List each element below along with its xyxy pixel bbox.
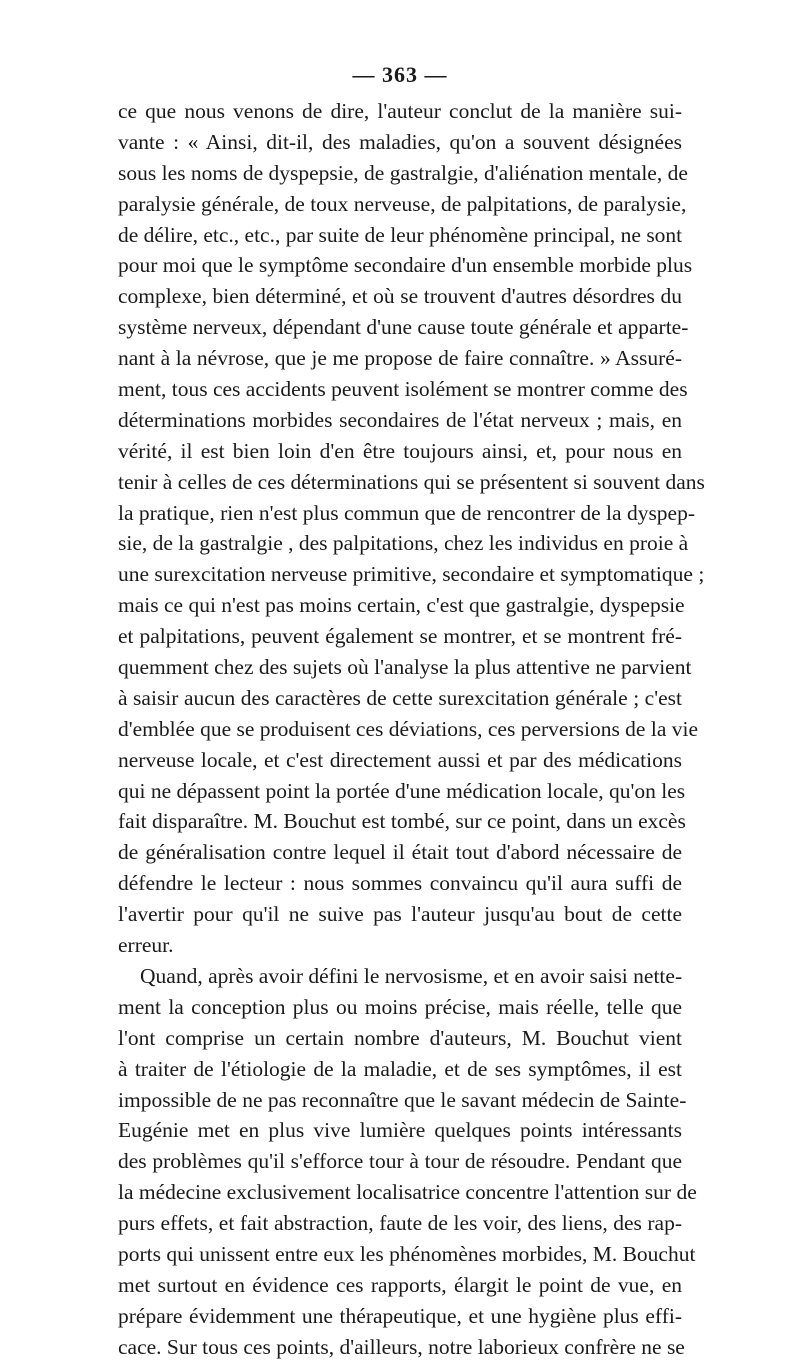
text-line: ce que nous venons de dire, l'auteur conclut de la manière sui- [118,99,682,123]
text-line: Quand, après avoir défini le nervosisme, et en avoir saisi nette- [140,963,683,988]
text-line: des problèmes qu'il s'efforce tour à tour de résoudre. Pendant que [118,1149,682,1174]
text-line: et palpitations, peuvent également se montrer, et se montrent fré- [118,624,682,649]
text-line: l'ont comprise un certain nombre d'auteurs, M. Bouchut vient [118,1025,682,1050]
text-line: l'avertir pour qu'il ne suive pas l'auteur jusqu'au bout de cette [118,902,682,927]
text-line: prépare évidemment une thérapeutique, et une hygiène plus effi- [118,1303,682,1328]
text-line: sous les noms de dyspepsie, de gastralgie, d'aliénation mentale, de [118,160,688,185]
text-line: vante : « Ainsi, dit-il, des maladies, qu'on a souvent désignées [118,129,682,154]
text-line: complexe, bien déterminé, et où se trouvent d'autres désordres du [118,284,682,309]
text-line: quemment chez des sujets où l'analyse la plus attentive ne parvient [118,655,692,680]
text-line: à saisir aucun des caractères de cette surexcitation générale ; c'est [118,685,682,710]
text-line: nerveuse locale, et c'est directement aussi et par des médications [118,747,682,772]
text-line: fait disparaître. M. Bouchut est tombé, sur ce point, dans un excès [118,809,686,834]
text-line: défendre le lecteur : nous sommes convaincu qu'il aura suffi de [118,871,682,896]
text-line: déterminations morbides secondaires de l'état nerveux ; mais, en [118,407,682,432]
body-text [118,96,705,1363]
text-line: paralysie générale, de toux nerveuse, de palpitations, de paralysie, [118,191,687,216]
text-line: d'emblée que se produisent ces déviations, ces perversions de la vie [118,716,699,741]
text-line: pour moi que le symptôme secondaire d'un ensemble morbide plus [118,253,693,278]
text-line: une surexcitation nerveuse primitive, secondaire et symptomatique ; [118,562,705,587]
text-line: nant à la névrose, que je me propose de faire connaître. » Assuré- [118,346,682,371]
text-line: impossible de ne pas reconnaître que le savant médecin de Sainte- [118,1087,687,1112]
text-line: de généralisation contre lequel il était tout d'abord nécessaire de [118,840,682,865]
text-line: ports qui unissent entre eux les phénomènes morbides, M. Bouchut [118,1241,696,1266]
text-line: à traiter de l'étiologie de la maladie, et de ses symptômes, il est [118,1056,682,1081]
text-line: erreur. [118,933,174,958]
text-line: la pratique, rien n'est plus commun que de rencontrer de la dyspep- [118,500,696,525]
text-line: de délire, etc., etc., par suite de leur phénomène principal, ne sont [118,222,683,247]
text-line: met surtout en évidence ces rapports, élargit le point de vue, en [118,1272,682,1297]
text-line: cace. Sur tous ces points, d'ailleurs, notre laborieux confrère ne se [118,1334,685,1359]
text-line: Eugénie met en plus vive lumière quelques points intéressants [118,1118,682,1143]
text-line: purs effets, et fait abstraction, faute de les voir, des liens, des rap- [118,1211,682,1236]
text-line: la médecine exclusivement localisatrice concentre l'attention sur de [118,1180,697,1205]
text-line: système nerveux, dépendant d'une cause toute générale et apparte- [118,315,689,340]
text-line: tenir à celles de ces déterminations qui se présentent si souvent dans [118,469,705,494]
text-line: vérité, il est bien loin d'en être toujours ainsi, et, pour nous en [118,438,682,463]
text-line: mais ce qui n'est pas moins certain, c'est que gastralgie, dyspepsie [118,593,685,618]
paragraph [118,96,705,961]
text-line: qui ne dépassent point la portée d'une médication locale, qu'on les [118,778,686,803]
text-line: ment, tous ces accidents peuvent isolément se montrer comme des [118,377,688,402]
text-line: sie, de la gastralgie , des palpitations, chez les individus en proie à [118,531,689,556]
paragraph [118,961,697,1363]
page-number: — 363 — [352,62,448,87]
text-line: ment la conception plus ou moins précise, mais réelle, telle que [118,994,682,1019]
